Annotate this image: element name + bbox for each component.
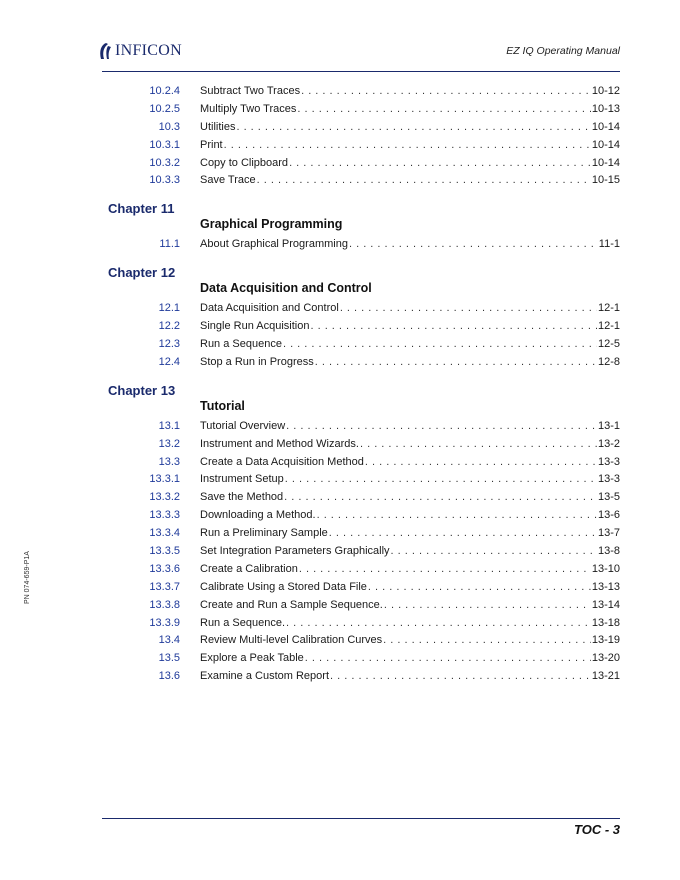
toc-entry[interactable] — [0, 454, 680, 472]
toc-entry[interactable] — [0, 543, 680, 561]
toc-entry-line — [200, 670, 620, 682]
toc-entry-line — [200, 456, 620, 468]
toc-entry-number: 13.3.9 — [149, 616, 180, 629]
toc-entry-line — [200, 302, 620, 314]
toc-entry-number: 13.3.2 — [149, 491, 180, 504]
toc-entry-title: Tutorial Overview — [200, 419, 286, 432]
dot-leader — [299, 563, 591, 575]
toc-entry[interactable] — [0, 597, 680, 615]
toc-entry-line — [200, 473, 620, 485]
toc-entry-line — [200, 491, 620, 503]
toc-entry[interactable] — [0, 418, 680, 436]
toc-entry-title: Save Trace — [200, 174, 256, 187]
toc-entry-title: Run a Sequence. — [200, 616, 286, 629]
toc-entry-line — [200, 420, 620, 432]
toc-entry-line — [200, 527, 620, 539]
toc-entry-title: Create a Calibration — [200, 562, 298, 575]
toc-entry-title: Data Acquisition and Control — [200, 302, 339, 315]
toc-entry-title: Explore a Peak Table — [200, 652, 304, 665]
toc-entry-title: Instrument and Method Wizards. — [200, 437, 359, 450]
toc-entry[interactable] — [0, 615, 680, 633]
toc-entry-page: 13-10 — [591, 562, 620, 575]
dot-leader — [391, 545, 597, 557]
toc-entry-line — [200, 617, 620, 629]
toc-entry[interactable] — [0, 650, 680, 668]
toc-entry-page: 13-1 — [597, 419, 620, 432]
logo-text: INFICON — [115, 42, 182, 59]
toc-entry-title: Create a Data Acquisition Method — [200, 455, 364, 468]
toc-entry[interactable] — [0, 489, 680, 507]
dot-leader — [283, 338, 597, 350]
toc-entry-number: 13.3.4 — [149, 527, 180, 540]
dot-leader — [284, 491, 597, 503]
toc-entry-number: 13.4 — [158, 634, 180, 647]
toc-entry-title: Utilities — [200, 120, 236, 133]
toc-entry[interactable] — [0, 137, 680, 155]
toc-entry-line — [200, 545, 620, 557]
toc-entry[interactable] — [0, 525, 680, 543]
chapter-label: Chapter 11 — [108, 201, 175, 217]
toc-entry-page: 13-3 — [597, 455, 620, 468]
chapter-title: Data Acquisition and Control — [200, 281, 372, 296]
dot-leader — [224, 139, 591, 151]
inficon-logo-icon — [98, 43, 112, 59]
toc-entry[interactable] — [0, 119, 680, 137]
toc-entry-title: Copy to Clipboard — [200, 156, 289, 169]
toc-entry-number: 13.3.8 — [149, 598, 180, 611]
toc-entry-line — [200, 238, 620, 250]
toc-entry[interactable] — [0, 354, 680, 372]
toc-entry[interactable] — [0, 101, 680, 119]
toc-entry-title: About Graphical Programming — [200, 238, 348, 251]
toc-entry-line — [200, 563, 620, 575]
toc-entry-page: 13-18 — [591, 616, 620, 629]
toc-entry-number: 12.4 — [158, 355, 180, 368]
toc-entry-page: 13-20 — [591, 652, 620, 665]
toc-entry-number: 12.3 — [158, 338, 180, 351]
toc-entry-title: Downloading a Method. — [200, 509, 316, 522]
toc-entry-page: 13-21 — [591, 670, 620, 683]
dot-leader — [289, 157, 591, 169]
toc-entry-number: 13.3.5 — [149, 545, 180, 558]
toc-entry-title: Run a Sequence — [200, 338, 282, 351]
header-rule — [102, 71, 620, 72]
toc-entry-title: Set Integration Parameters Graphically — [200, 545, 390, 558]
toc-entry-number: 13.3.7 — [149, 580, 180, 593]
toc-entry-page: 10-15 — [591, 174, 620, 187]
toc-entry-title: Multiply Two Traces — [200, 102, 297, 115]
dot-leader — [340, 302, 597, 314]
toc-entry-title: Review Multi-level Calibration Curves — [200, 634, 383, 647]
chapter-title: Graphical Programming — [200, 217, 343, 232]
chapter-label: Chapter 12 — [108, 265, 176, 281]
toc-entry[interactable] — [0, 507, 680, 525]
toc-entry-title: Stop a Run in Progress — [200, 355, 314, 368]
toc-entry-line — [200, 139, 620, 151]
toc-entry[interactable] — [0, 318, 680, 336]
toc-entry-number: 10.3.3 — [149, 174, 180, 187]
dot-leader — [310, 320, 597, 332]
toc-entry-page: 10-14 — [591, 156, 620, 169]
toc-entry-number: 13.3.6 — [149, 562, 180, 575]
dot-leader — [365, 456, 597, 468]
toc-entry-line — [200, 85, 620, 97]
toc-entry-title: Instrument Setup — [200, 473, 284, 486]
toc-entry-page: 11-1 — [598, 238, 620, 251]
dot-leader — [317, 509, 597, 521]
toc-entry-title: Examine a Custom Report — [200, 670, 329, 683]
page-number: TOC - 3 — [574, 822, 620, 837]
toc-entry-page: 13-6 — [597, 509, 620, 522]
toc-entry-line — [200, 157, 620, 169]
toc-entry[interactable] — [0, 83, 680, 101]
chapter-spacer — [0, 190, 680, 201]
document-title: EZ IQ Operating Manual — [506, 45, 620, 57]
footer-rule — [102, 818, 620, 819]
chapter-heading[interactable] — [0, 265, 680, 300]
toc-entry-page: 13-13 — [591, 580, 620, 593]
chapter-spacer — [0, 372, 680, 383]
inficon-logo — [98, 41, 182, 61]
toc-entry-number: 10.3.1 — [149, 138, 180, 151]
toc-entry-line — [200, 438, 620, 450]
chapter-heading[interactable] — [0, 201, 680, 236]
toc-entry-line — [200, 320, 620, 332]
toc-entry-line — [200, 599, 620, 611]
toc-entry-page: 13-8 — [597, 545, 620, 558]
toc-entry-line — [200, 652, 620, 664]
toc-entry-title: Print — [200, 138, 223, 151]
toc-entry-number: 13.2 — [158, 437, 180, 450]
dot-leader — [301, 85, 591, 97]
toc-entry-title: Save the Method — [200, 491, 284, 504]
toc-entry-number: 10.3 — [158, 120, 180, 133]
toc-entry-title: Single Run Acquisition — [200, 320, 310, 333]
toc-entry-title: Run a Preliminary Sample — [200, 527, 328, 540]
toc-entry[interactable] — [0, 236, 680, 254]
toc-entry-number: 10.2.4 — [149, 85, 180, 97]
toc-entry-page: 10-14 — [591, 120, 620, 133]
toc-entry-number: 10.2.5 — [149, 102, 180, 115]
dot-leader — [285, 473, 597, 485]
toc-entry-number: 13.6 — [158, 670, 180, 683]
toc-entry-title: Subtract Two Traces — [200, 85, 301, 97]
toc-entry-number: 12.1 — [158, 302, 180, 315]
dot-leader — [236, 121, 590, 133]
part-number: PN 074-659-P1A — [24, 551, 31, 604]
dot-leader — [305, 652, 591, 664]
dot-leader — [257, 174, 591, 186]
toc-entry[interactable] — [0, 561, 680, 579]
toc-entry[interactable] — [0, 436, 680, 454]
dot-leader — [384, 599, 591, 611]
toc-entry[interactable] — [0, 172, 680, 190]
toc-entry[interactable] — [0, 579, 680, 597]
dot-leader — [349, 238, 598, 250]
dot-leader — [360, 438, 597, 450]
toc-entry-page: 12-8 — [597, 355, 620, 368]
toc-entry-page: 13-14 — [591, 598, 620, 611]
toc-entry-line — [200, 121, 620, 133]
toc-entry-page: 10-12 — [591, 85, 620, 97]
toc-entry-line — [200, 356, 620, 368]
toc-entry-number: 13.1 — [158, 419, 180, 432]
dot-leader — [329, 527, 597, 539]
dot-leader — [368, 581, 591, 593]
table-of-contents — [0, 83, 680, 686]
dot-leader — [286, 420, 597, 432]
toc-entry[interactable] — [0, 471, 680, 489]
toc-entry-page: 13-2 — [597, 437, 620, 450]
dot-leader — [297, 103, 590, 115]
toc-entry-number: 13.3.1 — [149, 473, 180, 486]
toc-entry-page: 12-1 — [597, 302, 620, 315]
toc-entry-page: 10-13 — [591, 102, 620, 115]
toc-entry-line — [200, 509, 620, 521]
toc-entry[interactable] — [0, 632, 680, 650]
toc-entry[interactable] — [0, 300, 680, 318]
toc-entry-page: 13-3 — [597, 473, 620, 486]
toc-entry[interactable] — [0, 155, 680, 173]
toc-entry-number: 11.1 — [159, 238, 180, 251]
chapter-heading[interactable] — [0, 383, 680, 418]
toc-entry-line — [200, 103, 620, 115]
toc-entry-page: 13-19 — [591, 634, 620, 647]
toc-entry-number: 13.5 — [158, 652, 180, 665]
dot-leader — [315, 356, 597, 368]
toc-entry[interactable] — [0, 336, 680, 354]
dot-leader — [330, 670, 591, 682]
toc-entry-page: 12-5 — [597, 338, 620, 351]
toc-entry-number: 13.3 — [158, 455, 180, 468]
toc-entry-title: Create and Run a Sample Sequence. — [200, 598, 383, 611]
toc-entry-page: 12-1 — [597, 320, 620, 333]
toc-entry-line — [200, 338, 620, 350]
dot-leader — [383, 634, 591, 646]
toc-entry-number: 13.3.3 — [149, 509, 180, 522]
toc-entry-number: 10.3.2 — [149, 156, 180, 169]
toc-entry-line — [200, 634, 620, 646]
toc-entry-page: 13-5 — [597, 491, 620, 504]
chapter-spacer — [0, 254, 680, 265]
toc-entry[interactable] — [0, 668, 680, 686]
toc-entry-line — [200, 581, 620, 593]
chapter-label: Chapter 13 — [108, 382, 176, 398]
toc-entry-number: 12.2 — [158, 320, 180, 333]
toc-entry-title: Calibrate Using a Stored Data File — [200, 580, 367, 593]
toc-entry-page: 10-14 — [591, 138, 620, 151]
chapter-title: Tutorial — [200, 398, 245, 413]
toc-entry-page: 13-7 — [597, 527, 620, 540]
toc-entry-line — [200, 174, 620, 186]
dot-leader — [286, 617, 591, 629]
